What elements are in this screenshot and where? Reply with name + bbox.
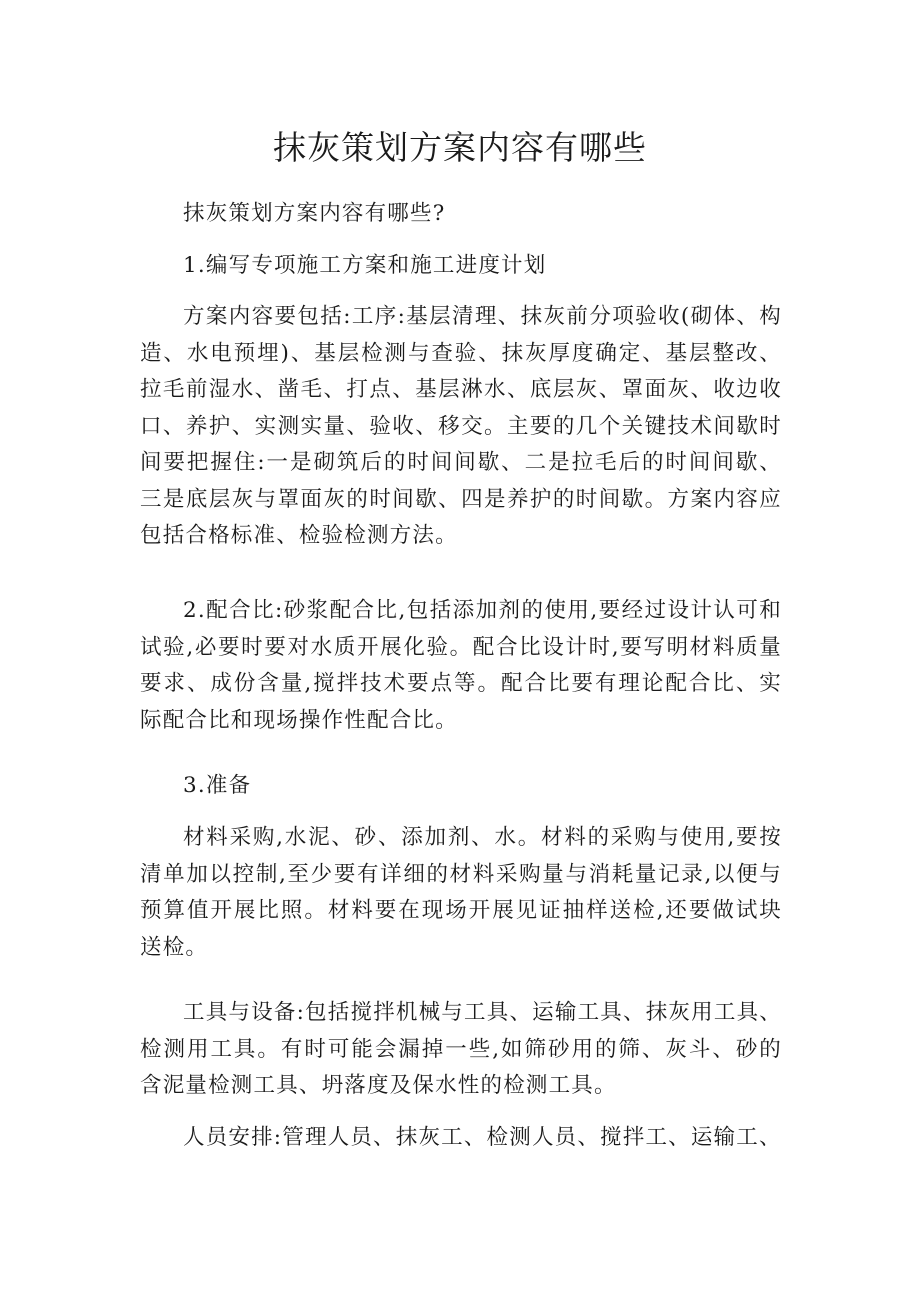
intro-question: 抹灰策划方案内容有哪些? [183,201,446,226]
section-heading-3: 3.准备 [183,773,252,798]
paragraph-mix-ratio: 2.配合比:砂浆配合比,包括添加剂的使用,要经过设计认可和试验,必要时要对水质开展化验。配合比设计时,要写明材料质量要求、成份含量,搅拌技术要点等。配合比要有理论配合比、实际配合比和现场操作性配合比。 [140,598,782,733]
document-title: 抹灰策划方案内容有哪些 [273,128,647,167]
paragraph-personnel: 人员安排:管理人员、抹灰工、检测人员、搅拌工、运输工、 [183,1125,782,1150]
paragraph-materials: 材料采购,水泥、砂、添加剂、水。材料的采购与使用,要按清单加以控制,至少要有详细的材料采购量与消耗量记录,以便与预算值开展比照。材料要在现场开展见证抽样送检,还要做试块送检。 [140,825,782,960]
paragraph-process: 方案内容要包括:工序:基层清理、抹灰前分项验收(砌体、构造、水电预埋)、基层检测与查验、抹灰厚度确定、基层整改、拉毛前湿水、凿毛、打点、基层淋水、底层灰、罩面灰、收边收口、养护、实测实量、验收、移交。主要的几个关键技术间歇时间要把握住:一是砌筑后的时间间歇、二是拉毛后的时间间歇、三是底层灰与罩面灰的时间歇、四是养护的时间歇。方案内容应包括合格标准、检验检测方法。 [140,304,782,548]
paragraph-tools: 工具与设备:包括搅拌机械与工具、运输工具、抹灰用工具、检测用工具。有时可能会漏掉一些,如筛砂用的筛、灰斗、砂的含泥量检测工具、坍落度及保水性的检测工具。 [140,1000,782,1098]
section-heading-1: 1.编写专项施工方案和施工进度计划 [183,253,547,278]
